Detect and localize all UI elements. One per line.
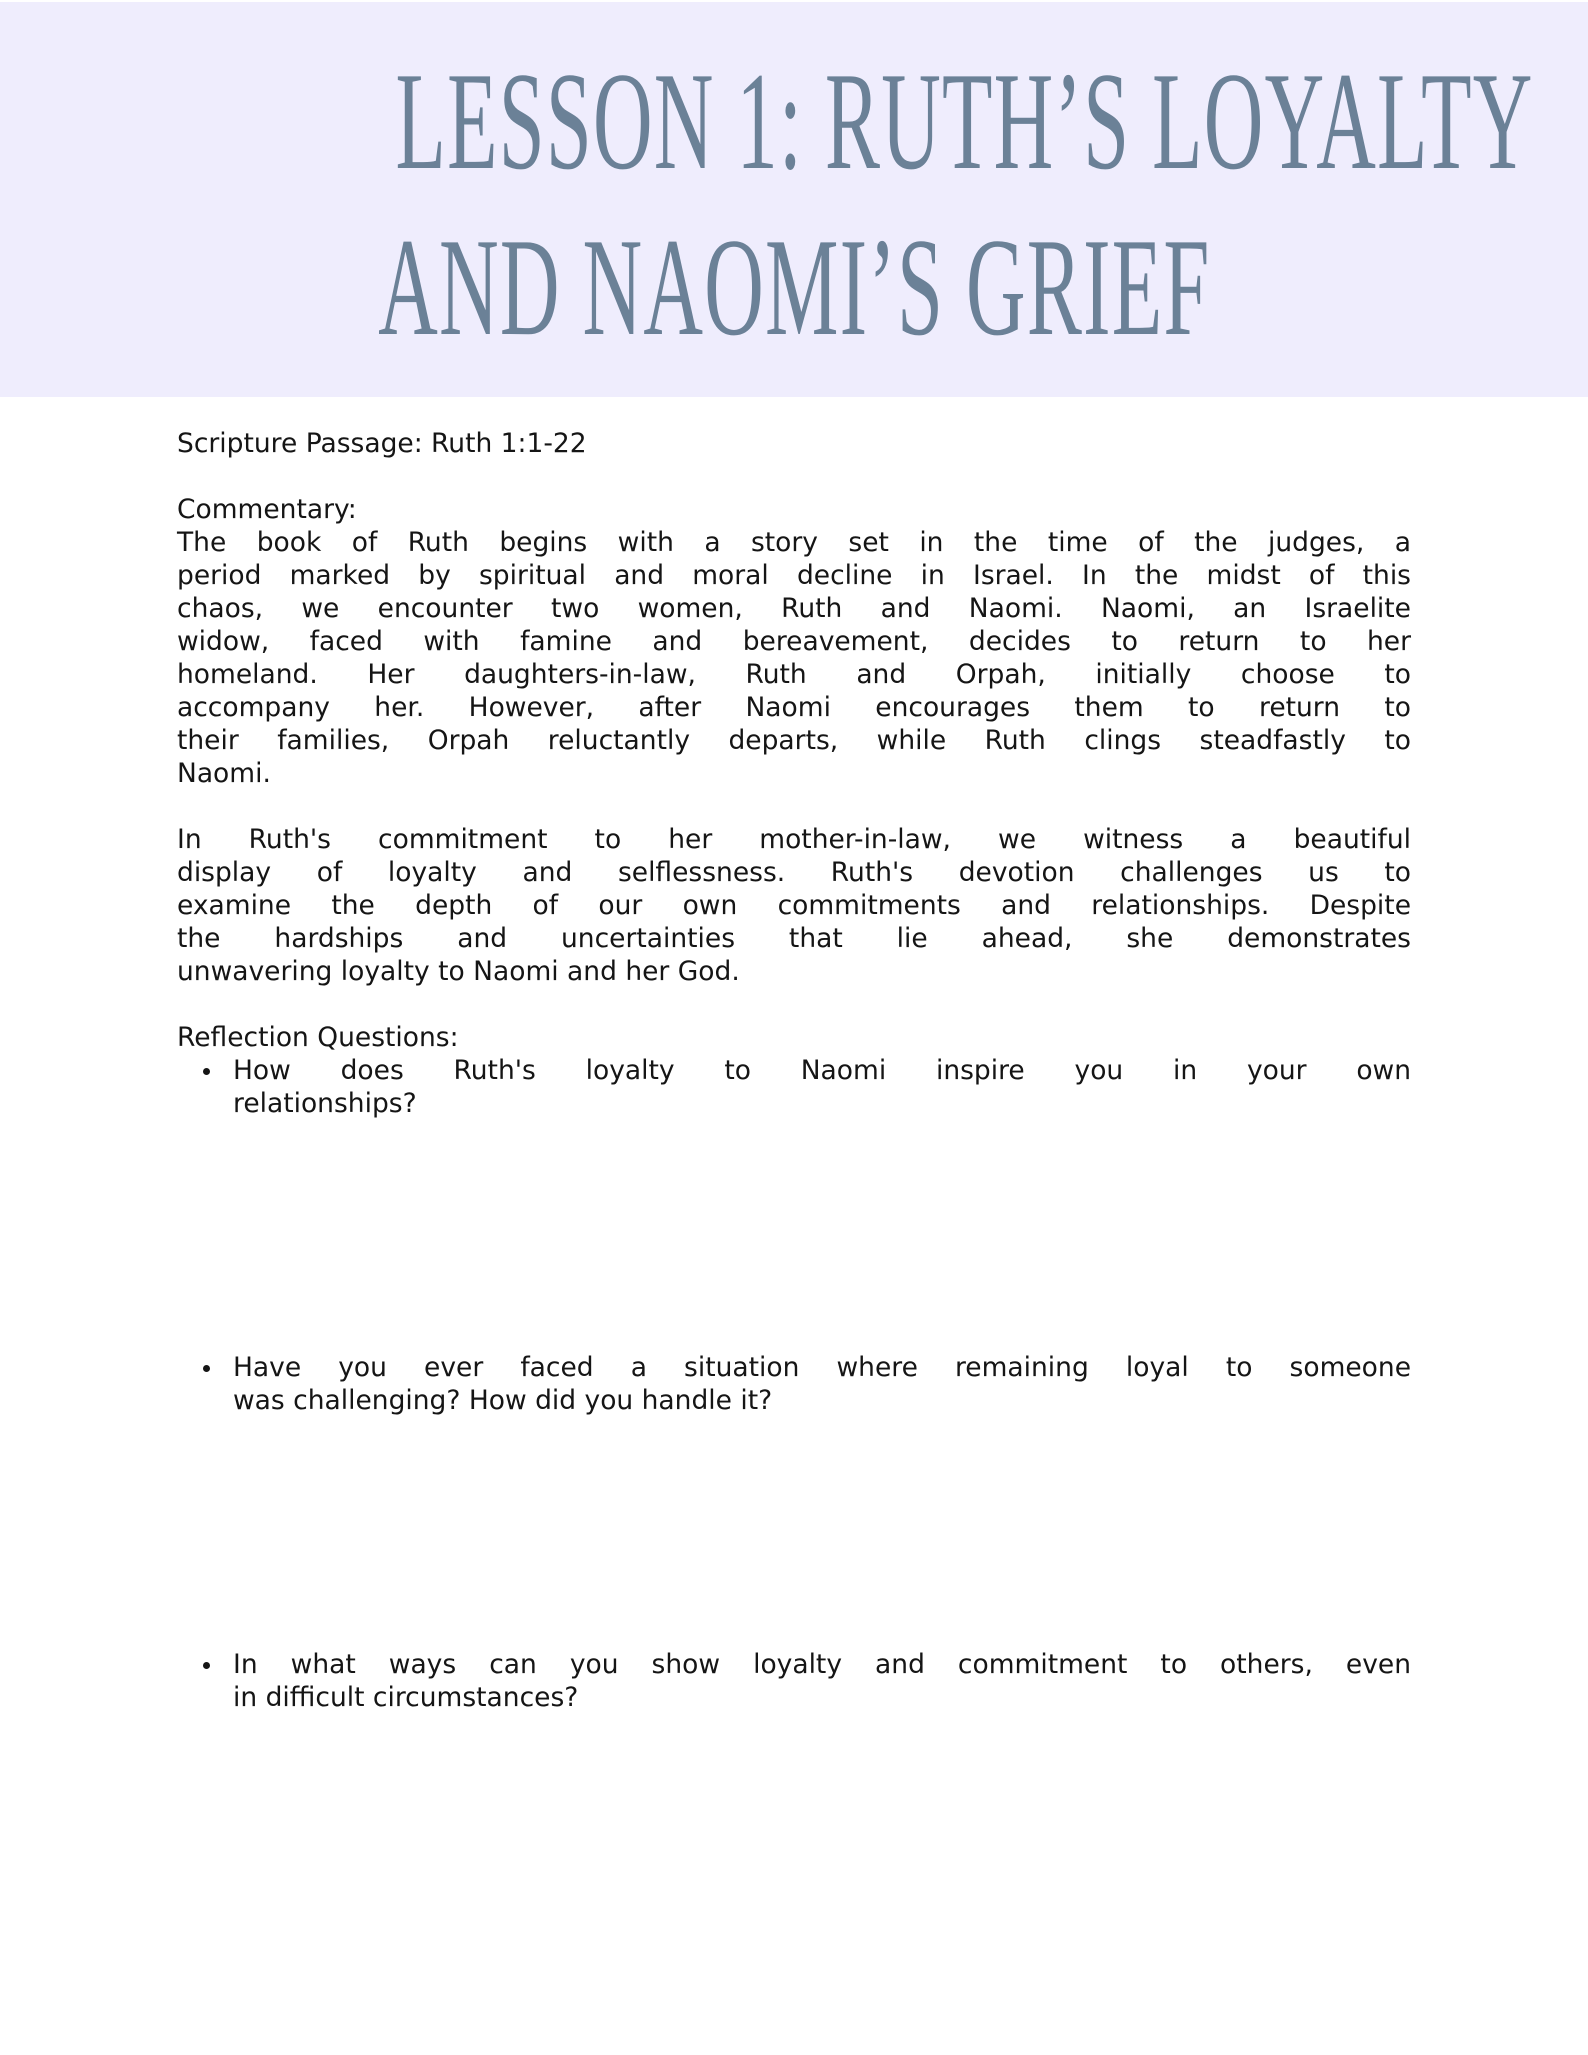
bullet-icon xyxy=(203,1068,210,1075)
bullet-icon xyxy=(203,1662,210,1669)
text-line: their families, Orpah reluctantly departs, while Ruth clings steadfastly to xyxy=(177,725,1411,756)
text-line: display of loyalty and selflessness. Ruth's devotion challenges us to xyxy=(177,857,1411,888)
question-2 xyxy=(177,1351,1411,1417)
text-line: in difficult circumstances? xyxy=(233,1682,579,1713)
text-line: In what ways can you show loyalty and commitment to others, even xyxy=(233,1649,1411,1680)
commentary-paragraph-1 xyxy=(177,526,1411,790)
title-text: LESSON 1: RUTH’S LOYALTY xyxy=(395,44,1534,199)
reflection-questions-label: Reflection Questions: xyxy=(177,1022,459,1053)
text-line: unwavering loyalty to Naomi and her God. xyxy=(177,956,740,987)
text-line: period marked by spiritual and moral decline in Israel. In the midst of this xyxy=(177,560,1411,591)
text-line: How does Ruth's loyalty to Naomi inspire you in your own xyxy=(233,1055,1411,1086)
commentary-paragraph-2 xyxy=(177,823,1411,988)
text-line: examine the depth of our own commitments and relationships. Despite xyxy=(177,890,1411,921)
text-line: relationships? xyxy=(233,1088,417,1119)
text-line: Have you ever faced a situation where remaining loyal to someone xyxy=(233,1352,1411,1383)
text-line: chaos, we encounter two women, Ruth and Naomi. Naomi, an Israelite xyxy=(177,593,1411,624)
text-line: The book of Ruth begins with a story set in the time of the judges, a xyxy=(177,527,1411,558)
commentary-label: Commentary: xyxy=(177,494,357,525)
text-line: widow, faced with famine and bereavement, decides to return to her xyxy=(177,626,1411,657)
text-line: Naomi. xyxy=(177,758,271,789)
title-text: AND NAOMI’S GRIEF xyxy=(377,210,1211,365)
text-line: In Ruth's commitment to her mother-in-law, we witness a beautiful xyxy=(177,824,1411,855)
question-3 xyxy=(177,1648,1411,1714)
lesson-body xyxy=(177,427,1411,1054)
question-1 xyxy=(177,1054,1411,1120)
text-line: accompany her. However, after Naomi encourages them to return to xyxy=(177,692,1411,723)
text-line: homeland. Her daughters-in-law, Ruth and Orpah, initially choose to xyxy=(177,659,1411,690)
text-line: the hardships and uncertainties that lie ahead, she demonstrates xyxy=(177,923,1411,954)
bullet-icon xyxy=(203,1365,210,1372)
lesson-title-line-1 xyxy=(0,44,1588,199)
lesson-title-line-2 xyxy=(0,210,1588,365)
text-line: was challenging? How did you handle it? xyxy=(233,1385,773,1416)
scripture-passage: Scripture Passage: Ruth 1:1-22 xyxy=(177,428,587,459)
